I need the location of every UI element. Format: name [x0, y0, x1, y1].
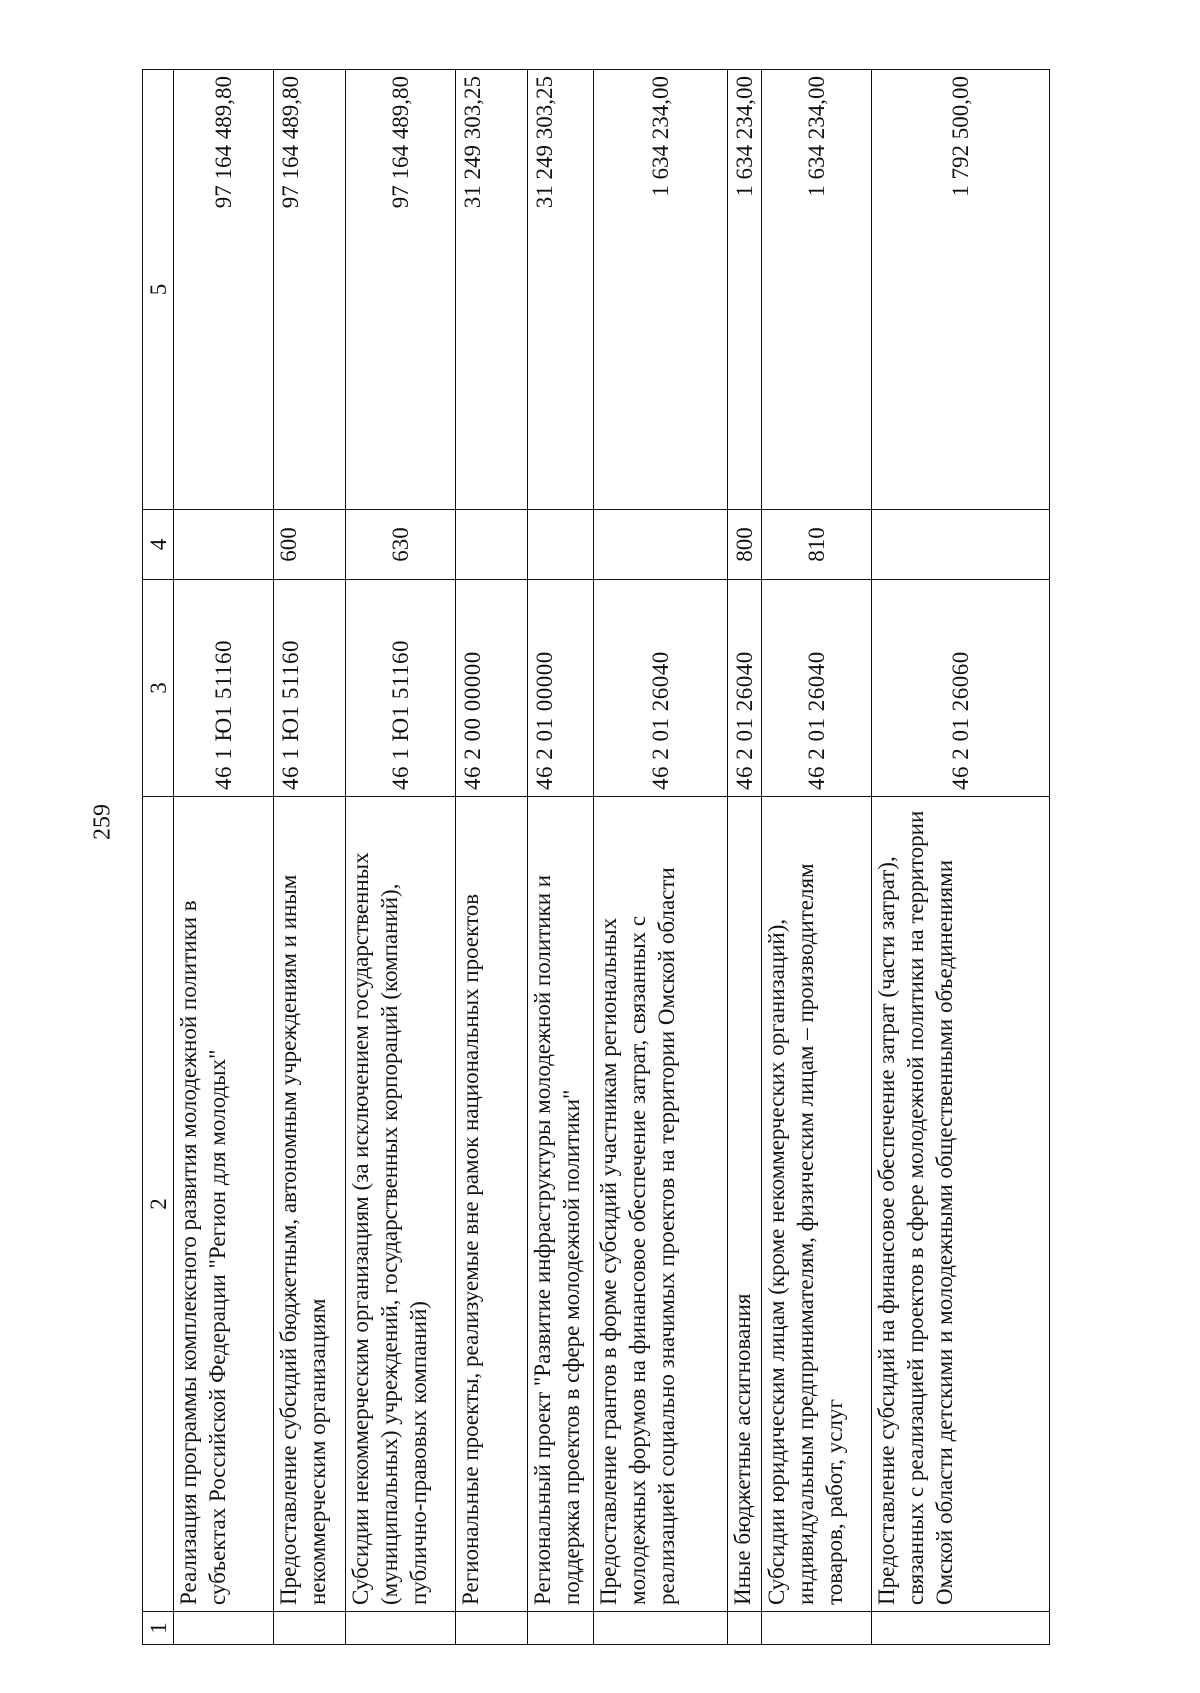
header-col-2: 2 [143, 797, 174, 1612]
cell-col1 [274, 1612, 346, 1645]
table-row [456, 70, 528, 1645]
cell-col1 [346, 1612, 456, 1645]
cell-description: Субсидии юридическим лицам (кроме некоммерческих организаций), индивидуальным предпринимателям, физическим лицам – производителям товаров, работ, услуг [762, 797, 872, 1612]
cell-description: Предоставление субсидий на финансовое обеспечение затрат (части затрат), связанных с реализацией проектов в сфере молодежной политики на территории Омской области детскими и молодежными общественными объединениями [872, 797, 1050, 1612]
cell-amount: 31 249 303,25 [456, 70, 528, 510]
header-col-5: 5 [143, 70, 174, 510]
cell-col1 [872, 1612, 1050, 1645]
cell-type [872, 510, 1050, 580]
table-row [762, 70, 872, 1645]
table-row [174, 70, 274, 1645]
table-row [594, 70, 728, 1645]
cell-type: 630 [346, 510, 456, 580]
cell-type [594, 510, 728, 580]
cell-amount: 1 634 234,00 [594, 70, 728, 510]
cell-col1 [456, 1612, 528, 1645]
cell-code: 46 2 00 00000 [456, 580, 528, 797]
cell-description: Региональный проект "Развитие инфраструктуры молодежной политики и поддержка проектов в сфере молодежной политики" [528, 797, 594, 1612]
cell-amount: 97 164 489,80 [274, 70, 346, 510]
cell-description: Региональные проекты, реализуемые вне рамок национальных проектов [456, 797, 528, 1612]
cell-code: 46 1 Ю1 51160 [174, 580, 274, 797]
table-row [346, 70, 456, 1645]
table-row [872, 70, 1050, 1645]
cell-code: 46 2 01 26040 [728, 580, 762, 797]
cell-col1 [728, 1612, 762, 1645]
cell-code: 46 2 01 26040 [594, 580, 728, 797]
cell-description: Предоставление грантов в форме субсидий участникам региональных молодежных форумов на финансовое обеспечение затрат, связанных с реализацией социально значимых проектов на территории Омской области [594, 797, 728, 1612]
cell-amount: 97 164 489,80 [174, 70, 274, 510]
cell-col1 [528, 1612, 594, 1645]
header-col-4: 4 [143, 510, 174, 580]
cell-code: 46 1 Ю1 51160 [346, 580, 456, 797]
rotated-table-wrapper [142, 70, 1047, 1645]
cell-amount: 1 634 234,00 [728, 70, 762, 510]
cell-description: Реализация программы комплексного развития молодежной политики в субъектах Российской Федерации "Регион для молодых" [174, 797, 274, 1612]
table-row [274, 70, 346, 1645]
header-col-1: 1 [143, 1612, 174, 1645]
cell-type: 810 [762, 510, 872, 580]
cell-col1 [174, 1612, 274, 1645]
cell-code: 46 2 01 26040 [762, 580, 872, 797]
cell-code: 46 2 01 00000 [528, 580, 594, 797]
table-row [528, 70, 594, 1645]
cell-description: Предоставление субсидий бюджетным, автономным учреждениям и иным некоммерческим организациям [274, 797, 346, 1612]
cell-code: 46 2 01 26060 [872, 580, 1050, 797]
page-number: 259 [89, 804, 116, 840]
cell-col1 [594, 1612, 728, 1645]
cell-amount: 1 634 234,00 [762, 70, 872, 510]
cell-amount: 31 249 303,25 [528, 70, 594, 510]
cell-type [528, 510, 594, 580]
cell-type: 600 [274, 510, 346, 580]
cell-type [174, 510, 274, 580]
cell-description: Субсидии некоммерческим организациям (за исключением государственных (муниципальных) учреждений, государственных корпораций (компаний), публично-правовых компаний) [346, 797, 456, 1612]
cell-type [456, 510, 528, 580]
cell-amount: 1 792 500,00 [872, 70, 1050, 510]
table-header-row [143, 70, 174, 1645]
budget-table [142, 69, 1050, 1645]
table-row [728, 70, 762, 1645]
cell-description: Иные бюджетные ассигнования [728, 797, 762, 1612]
cell-col1 [762, 1612, 872, 1645]
cell-type: 800 [728, 510, 762, 580]
cell-code: 46 1 Ю1 51160 [274, 580, 346, 797]
cell-amount: 97 164 489,80 [346, 70, 456, 510]
header-col-3: 3 [143, 580, 174, 797]
